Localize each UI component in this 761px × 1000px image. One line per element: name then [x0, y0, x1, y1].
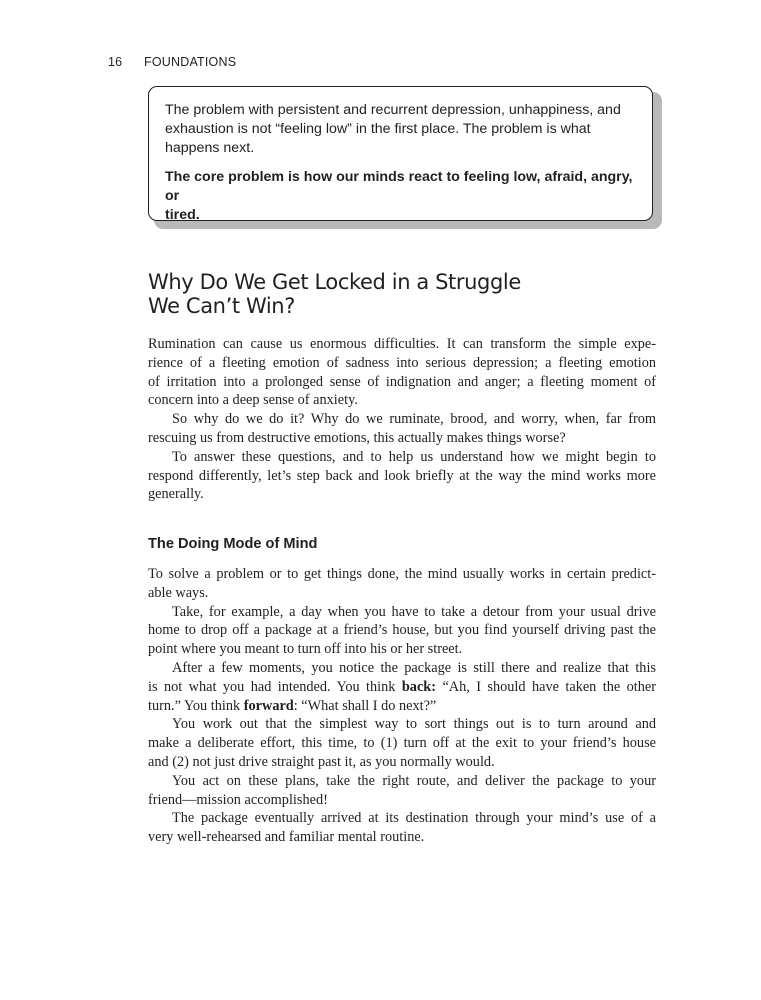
- text-line: point where you meant to turn off into his or her street.: [148, 641, 463, 658]
- text-line: rience of a fleeting emotion of sadness into serious depression; a fleeting emotion: [148, 354, 656, 371]
- paragraph: [148, 809, 656, 847]
- text-line: able ways.: [148, 584, 209, 601]
- text-line: You act on these plans, take the right route, and deliver the package to your: [172, 772, 656, 789]
- text-line: generally.: [148, 486, 204, 503]
- callout-line: happens next.: [165, 140, 255, 156]
- text-line: rescuing us from destructive emotions, this actually makes things worse?: [148, 429, 566, 446]
- bold-word-forward: forward: [243, 697, 294, 714]
- text-line: So why do we do it? Why do we ruminate, brood, and worry, when, far from: [172, 411, 656, 428]
- text-line: make a deliberate effort, this time, to (1) turn off at the exit to your friend’s house: [148, 735, 656, 752]
- intro-text: [148, 335, 656, 504]
- paragraph: [148, 772, 656, 810]
- paragraph: [148, 448, 656, 504]
- text-line: Take, for example, a day when you have to take a detour from your usual drive: [172, 603, 656, 620]
- paragraph: [148, 335, 656, 410]
- text-line: friend—mission accomplished!: [148, 791, 328, 808]
- callout-bold-text: [165, 168, 636, 225]
- subsection-heading: The Doing Mode of Mind: [148, 536, 318, 552]
- paragraph: [148, 565, 656, 603]
- callout-bold-line: tired.: [165, 207, 200, 223]
- page-number: 16: [108, 55, 123, 69]
- bold-word-back: back:: [401, 678, 437, 695]
- text-line: concern into a deep sense of anxiety.: [148, 392, 358, 409]
- paragraph: [148, 715, 656, 771]
- text-run: : “What shall I do next?”: [293, 697, 437, 714]
- paragraph: [148, 659, 656, 715]
- text-line: After a few moments, you notice the package is still there and realize that this: [172, 659, 656, 676]
- text-run: is not what you had intended. You think: [148, 678, 402, 695]
- text-line: of irritation into a prolonged sense of indignation and anger; a fleeting moment of: [148, 373, 656, 390]
- callout-line: exhaustion is not “feeling low” in the first place. The problem is what: [165, 121, 591, 137]
- text-run: “Ah, I should have taken the other: [436, 678, 657, 695]
- paragraph: [148, 410, 656, 448]
- text-line: respond differently, let’s step back and look briefly at the way the mind works more: [148, 467, 656, 484]
- text-run: turn.” You think: [148, 697, 244, 714]
- running-head: [108, 55, 236, 69]
- doing-mode-text: [148, 565, 656, 847]
- running-head-section: FOUNDATIONS: [144, 55, 237, 69]
- callout-bold-line: The core problem is how our minds react to feeling low, afraid, angry, or: [165, 169, 633, 204]
- section-title-line: We Can’t Win?: [148, 294, 295, 318]
- callout-box: [148, 86, 653, 221]
- text-line: You work out that the simplest way to sort things out is to turn around and: [172, 716, 656, 733]
- text-line: [148, 697, 656, 716]
- text-line: [148, 678, 656, 697]
- paragraph: [148, 603, 656, 659]
- text-line: very well-rehearsed and familiar mental routine.: [148, 829, 425, 846]
- text-line: and (2) not just drive straight past it, as you normally would.: [148, 753, 495, 770]
- callout-line: The problem with persistent and recurrent depression, unhappiness, and: [165, 102, 621, 118]
- callout-text: [165, 101, 636, 158]
- text-line: To solve a problem or to get things done, the mind usually works in certain predict-: [148, 566, 656, 582]
- text-line: home to drop off a package at a friend’s house, but you find yourself driving past the: [148, 622, 656, 639]
- section-title-line: Why Do We Get Locked in a Struggle: [148, 270, 521, 294]
- text-line: To answer these questions, and to help us understand how we might begin to: [172, 448, 656, 465]
- text-line: The package eventually arrived at its destination through your mind’s use of a: [172, 810, 656, 827]
- text-line: Rumination can cause us enormous difficulties. It can transform the simple expe-: [148, 336, 656, 352]
- section-title: [148, 270, 668, 318]
